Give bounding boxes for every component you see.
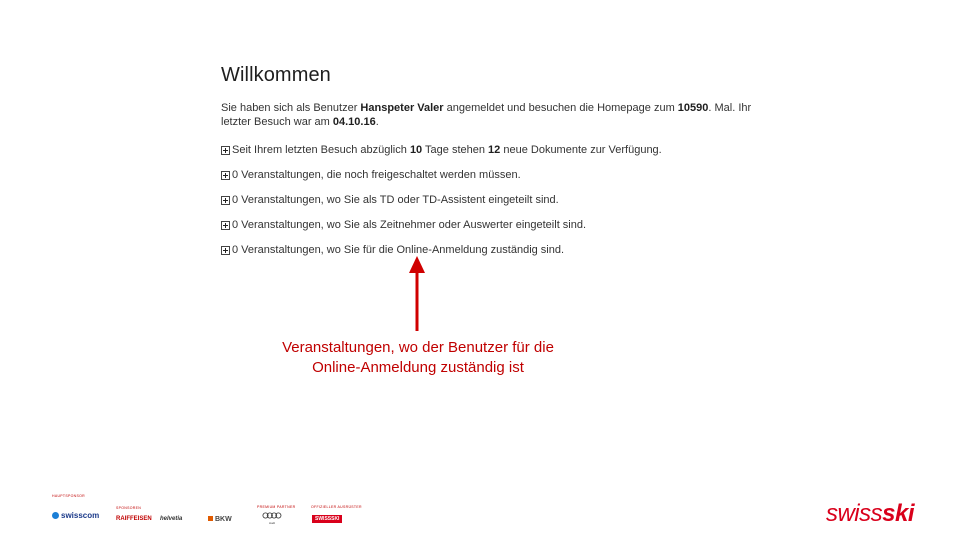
item-text: 0 Veranstaltungen, wo Sie als TD oder TD-Assistent eingeteilt sind. [232, 194, 559, 206]
official-outfitter-group [311, 505, 362, 509]
item-text: 0 Veranstaltungen, wo Sie als Zeitnehmer oder Auswerter eingeteilt sind. [232, 219, 587, 231]
bkw-icon [208, 516, 213, 521]
last-visit-date: 04.10.16 [332, 116, 376, 128]
premium-partner-title: PREMIUM PARTNER [257, 505, 296, 509]
helvetia-logo: helvetia [160, 516, 183, 522]
callout-line-2: Online-Anmeldung zuständig ist [312, 359, 524, 376]
swiss-ski-logo: swissski [825, 500, 914, 527]
page-title: Willkommen [221, 64, 331, 86]
callout-line-1: Veranstaltungen, wo der Benutzer für die [282, 339, 554, 356]
official-outfitter-title: OFFIZIELLER AUSRÜSTER [311, 505, 362, 509]
main-sponsor-title: HAUPTSPONSOR [52, 494, 85, 498]
bkw-logo: BKW [208, 516, 232, 523]
item-text: Seit Ihrem letzten Besuch abzüglich 10 Tage stehen 12 neue Dokumente zur Verfügung. [232, 144, 662, 156]
premium-partner-group [257, 505, 295, 509]
swisscom-logo: swisscom [52, 511, 99, 520]
item-text: 0 Veranstaltungen, wo Sie für die Online-Anmeldung zuständig sind. [232, 244, 565, 256]
raiffeisen-logo: RAIFFEISEN [116, 516, 152, 522]
audi-rings-icon [262, 512, 282, 519]
visit-count: 10590 [677, 102, 709, 114]
sponsors-title: SPONSOREN [116, 506, 142, 510]
audi-logo: Audi [262, 512, 282, 525]
annotation-callout [258, 338, 578, 378]
sponsor-bar [50, 494, 370, 534]
swissski-outfitter-logo: SWISSSKI [312, 515, 342, 523]
welcome-intro: Sie haben sich als Benutzer Hanspeter Valer angemeldet und besuchen die Homepage zum 10590. Mal. Ihr letzter Besuch war am 04.10.16. [221, 102, 752, 128]
swisscom-icon [52, 512, 59, 519]
item-text: 0 Veranstaltungen, die noch freigeschaltet werden müssen. [232, 169, 521, 181]
sponsors-group [116, 506, 141, 510]
main-sponsor-group [52, 494, 85, 498]
user-name: Hanspeter Valer [360, 102, 444, 114]
